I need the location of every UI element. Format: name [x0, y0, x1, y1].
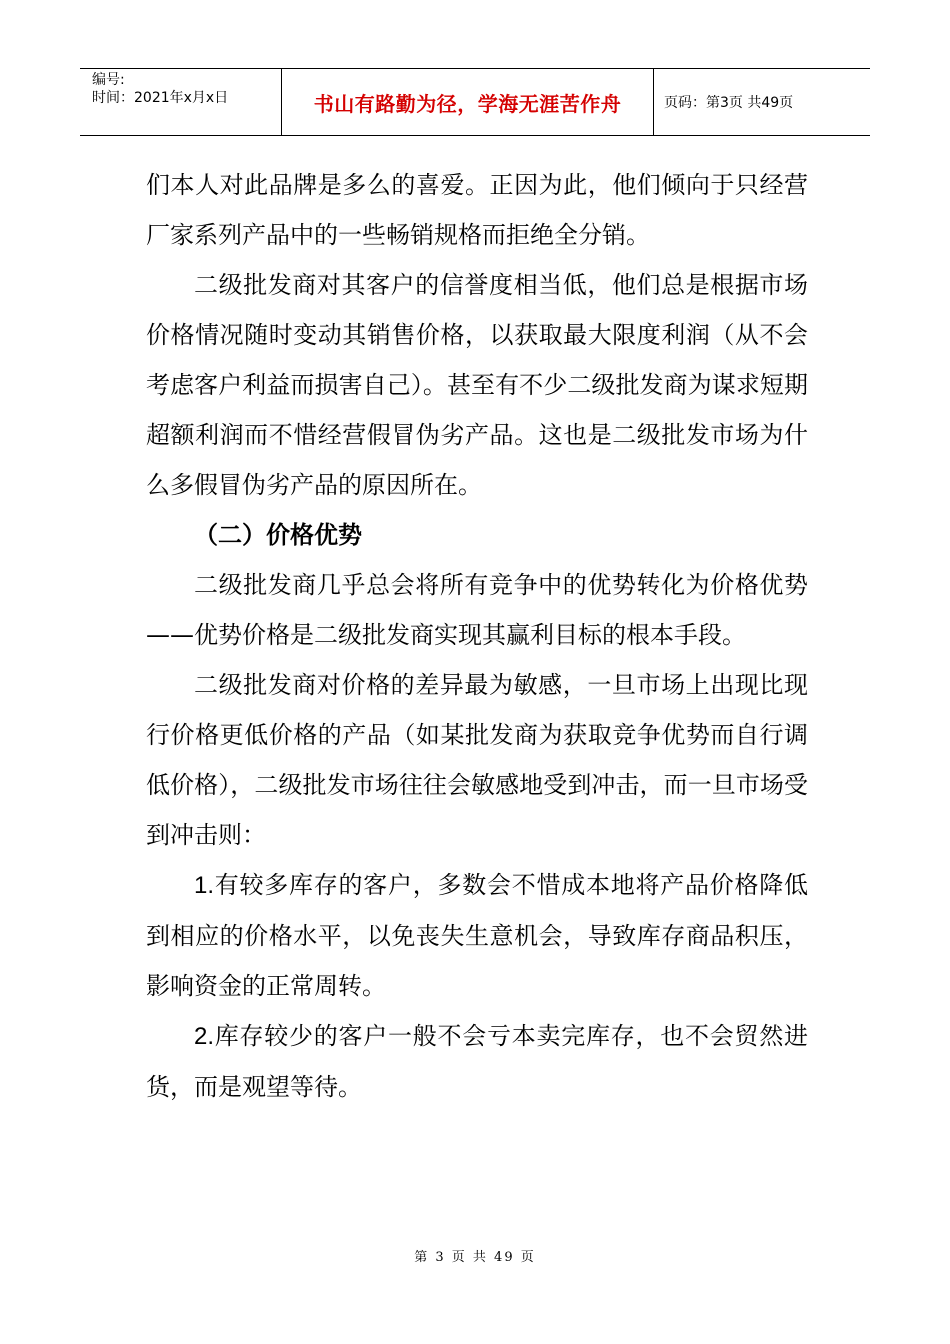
section-heading: （二）价格优势	[194, 521, 362, 549]
list-item-1-number: 1.	[194, 872, 215, 899]
header-motto: 书山有路勤为径，学海无涯苦作舟	[282, 69, 654, 135]
header-meta-cell	[80, 69, 282, 135]
list-item-2-number: 2.	[194, 1023, 215, 1050]
paragraph-1: 们本人对此品牌是多么的喜爱。正因为此，他们倾向于只经营厂家系列产品中的一些畅销规格而拒绝全分销。	[146, 171, 808, 249]
document-header	[80, 68, 870, 136]
list-item-1	[146, 860, 808, 1011]
paragraph-4: 二级批发商对价格的差异最为敏感，一旦市场上出现比现行价格更低价格的产品（如某批发商为获取竞争优势而自行调低价格），二级批发市场往往会敏感地受到冲击，而一旦市场受到冲击则：	[146, 671, 808, 849]
header-page-info: 页码：第3页 共49页	[664, 95, 794, 111]
header-code-label: 编号:	[92, 72, 125, 88]
paragraph-2: 二级批发商对其客户的信誉度相当低，他们总是根据市场价格情况随时变动其销售价格，以获取最大限度利润（从不会考虑客户利益而损害自己）。甚至有不少二级批发商为谋求短期超额利润而不惜经营假冒伪劣产品。这也是二级批发市场为什么多假冒伪劣产品的原因所在。	[146, 271, 808, 499]
page-footer: 第 3 页 共 49 页	[414, 1250, 536, 1265]
list-item-1-text: 有较多库存的客户，多数会不惜成本地将产品价格降低到相应的价格水平，以免丧失生意机会，导致库存商品积压，影响资金的正常周转。	[146, 871, 808, 1000]
list-item-2	[146, 1011, 808, 1112]
list-item-2-text: 库存较少的客户一般不会亏本卖完库存，也不会贸然进货，而是观望等待。	[146, 1022, 808, 1101]
document-body	[146, 160, 808, 1112]
header-time-label: 时间：2021年x月x日	[92, 90, 229, 106]
paragraph-3: 二级批发商几乎总会将所有竞争中的优势转化为价格优势——优势价格是二级批发商实现其赢利目标的根本手段。	[146, 571, 808, 649]
